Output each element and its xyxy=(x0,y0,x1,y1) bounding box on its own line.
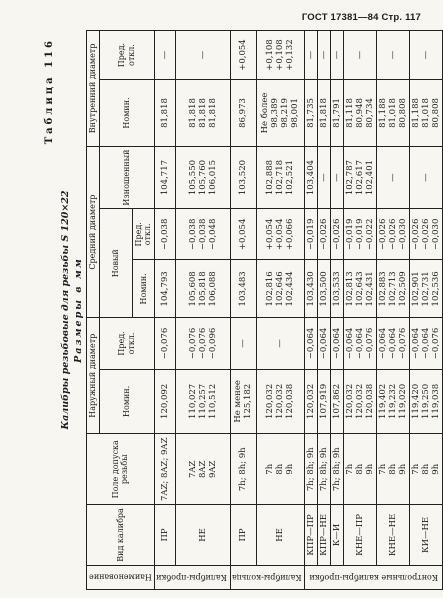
table-row xyxy=(410,31,443,590)
worn-cell: 102,888 102,718 102,521 xyxy=(256,146,305,208)
table-row xyxy=(331,31,344,590)
inner-dev-cell: — xyxy=(305,31,318,80)
outer-dev-cell: −0,064 −0,064 −0,076 xyxy=(344,318,377,369)
inner-nom-cell: 81,818 xyxy=(154,80,175,147)
group-label: Калибры-пробки xyxy=(154,565,230,589)
inner-nom-cell: 81,735 xyxy=(305,80,318,147)
mid-nom-cell: 103,483 xyxy=(230,260,256,318)
field-cell: 7h; 8h; 9h xyxy=(331,434,344,505)
not-less-note: Не менее xyxy=(233,380,244,423)
inner-dev-cell: — xyxy=(318,31,331,80)
mid-nom-cell: 103,500 xyxy=(318,260,331,318)
field-cell: 7h 8h 9h xyxy=(344,434,377,505)
mid-nom-cell: 102,901 102,731 102,536 xyxy=(410,260,443,318)
outer-nom-cell: 120,032 xyxy=(305,369,318,434)
mid-dev-cell: −0,038 −0,038 −0,048 xyxy=(176,209,230,260)
mid-dev-cell: −0,019 xyxy=(305,209,318,260)
group-label: Калибры-кольца xyxy=(230,565,305,589)
outer-nom-header: Номин. xyxy=(99,369,154,434)
outer-nom-cell: 107,919 xyxy=(318,369,331,434)
mid-dev-cell: +0,054 xyxy=(230,209,256,260)
inner-dev-cell: +0,054 xyxy=(230,31,256,80)
col-type-header: Вид калибра xyxy=(87,505,155,565)
table-row xyxy=(176,31,230,590)
inner-nom-cell xyxy=(256,80,305,147)
mid-nom-cell: 102,813 102,643 102,431 xyxy=(344,260,377,318)
table-row xyxy=(344,31,377,590)
worn-cell: 103,520 xyxy=(230,146,256,208)
outer-dev-cell: −0,064 −0,064 −0,076 xyxy=(410,318,443,369)
worn-cell: — xyxy=(410,146,443,208)
col-middle-header: Средний диаметр xyxy=(87,146,100,317)
worn-cell: 104,717 xyxy=(154,146,175,208)
mid-dev-cell: −0,026 −0,026 −0,030 xyxy=(377,209,410,260)
outer-nom-cell: 119,402 119,232 119,020 xyxy=(377,369,410,434)
type-cell: ПР xyxy=(230,505,256,565)
mid-nom-cell: 103,430 xyxy=(305,260,318,318)
inner-nom-cell: 81,818 xyxy=(318,80,331,147)
type-cell: КПР—ПР xyxy=(305,505,318,565)
mid-dev-cell: −0,026 xyxy=(331,209,344,260)
inner-nom-cell: 86,973 xyxy=(230,80,256,147)
field-cell: 7h; 8h; 9h xyxy=(318,434,331,505)
inner-dev-cell: — xyxy=(176,31,230,80)
gauge-table xyxy=(86,30,443,590)
field-cell: 7h 8h 9h xyxy=(377,434,410,505)
outer-dev-cell: −0,064 xyxy=(331,318,344,369)
field-cell: 7AZ 8AZ 9AZ xyxy=(176,434,230,505)
type-cell: НЕ xyxy=(176,505,230,565)
outer-dev-cell: −0,064 xyxy=(305,318,318,369)
middle-new-header: Новый xyxy=(99,209,132,318)
outer-dev-cell: — xyxy=(256,318,305,369)
inner-dev-header: Пред. откл. xyxy=(99,31,154,80)
type-cell: КПР—НЕ xyxy=(318,505,331,565)
rotated-table-block xyxy=(44,30,442,590)
outer-dev-cell: — xyxy=(230,318,256,369)
outer-nom-cell: 120,032 120,032 120,038 xyxy=(344,369,377,434)
field-cell: 7h 8h 9h xyxy=(410,434,443,505)
inner-dev-cell: — xyxy=(410,31,443,80)
middle-dev-header: Пред. откл. xyxy=(132,209,154,260)
outer-nom-cell: 120,092 xyxy=(154,369,175,434)
outer-dev-cell: −0,064 xyxy=(318,318,331,369)
inner-dev-cell: +0,108 +0,108 +0,132 xyxy=(256,31,305,80)
inner-nom-cell: 81,818 81,818 81,818 xyxy=(176,80,230,147)
inner-nom-value: 98,389 98,219 98,001 xyxy=(270,98,301,128)
table-row xyxy=(256,31,305,590)
page-header: ГОСТ 17381—84 Стр. 117 xyxy=(301,12,421,23)
col-inner-header: Внутренний диаметр xyxy=(87,31,100,147)
inner-dev-cell: — xyxy=(331,31,344,80)
outer-dev-header: Пред. откл. xyxy=(99,318,154,369)
table-row xyxy=(305,31,318,590)
inner-dev-cell: — xyxy=(154,31,175,80)
outer-nom-cell: 119,420 119,250 119,038 xyxy=(410,369,443,434)
table-row xyxy=(230,31,256,590)
col-group-header: Наименование xyxy=(87,565,155,589)
mid-dev-cell: −0,026 −0,026 −0,030 xyxy=(410,209,443,260)
mid-dev-cell: −0,026 xyxy=(318,209,331,260)
worn-cell: 105,550 105,760 106,015 xyxy=(176,146,230,208)
type-cell: КИ—НЕ xyxy=(410,505,443,565)
outer-nom-value: 125,182 xyxy=(243,383,254,419)
mid-nom-cell: 103,533 xyxy=(331,260,344,318)
inner-nom-cell: 81,188 81,018 80,808 xyxy=(377,80,410,147)
field-cell: 7AZ; 8AZ; 9AZ xyxy=(154,434,175,505)
outer-dev-cell: −0,064 −0,064 −0,076 xyxy=(377,318,410,369)
inner-dev-cell: — xyxy=(377,31,410,80)
outer-dev-cell: −0,076 −0,076 −0,096 xyxy=(176,318,230,369)
outer-dev-cell: −0,076 xyxy=(154,318,175,369)
table-label: Таблица 116 xyxy=(44,38,55,145)
mid-dev-cell: +0,054 +0,054 +0,066 xyxy=(256,209,305,260)
field-cell: 7h 8h 9h xyxy=(256,434,305,505)
inner-nom-header: Номин. xyxy=(99,80,154,147)
middle-nom-header: Номин. xyxy=(132,260,154,318)
table-title: Калибры резьбовые для резьбы S 120×22 xyxy=(60,190,71,430)
type-cell: НЕ xyxy=(256,505,305,565)
mid-nom-cell: 102,883 102,713 102,509 xyxy=(377,260,410,318)
middle-worn-header: Изношенный xyxy=(99,146,154,208)
field-cell: 7h; 8h; 9h xyxy=(305,434,318,505)
mid-dev-cell: −0,019 −0,019 −0,022 xyxy=(344,209,377,260)
inner-nom-cell: 81,791 xyxy=(331,80,344,147)
col-outer-header: Наружный диаметр xyxy=(87,318,100,434)
table-row xyxy=(318,31,331,590)
outer-nom-cell: 120,032 120,032 120,038 xyxy=(256,369,305,434)
worn-cell: — xyxy=(377,146,410,208)
outer-nom-cell xyxy=(230,369,256,434)
type-cell: ПР xyxy=(154,505,175,565)
field-cell: 7h; 8h; 9h xyxy=(230,434,256,505)
outer-nom-cell: 107,862 xyxy=(331,369,344,434)
inner-dev-cell: — xyxy=(344,31,377,80)
mid-nom-cell: 104,793 xyxy=(154,260,175,318)
mid-nom-cell: 105,608 105,818 106,088 xyxy=(176,260,230,318)
table-row xyxy=(154,31,175,590)
group-label: Контрольные калибры-пробки xyxy=(305,565,443,589)
type-cell: КНЕ—НЕ xyxy=(377,505,410,565)
worn-cell: 102,787 102,617 102,401 xyxy=(344,146,377,208)
col-field-header: Поле допуска резьбы xyxy=(87,434,155,505)
mid-dev-cell: −0,038 xyxy=(154,209,175,260)
worn-cell: — xyxy=(318,146,331,208)
outer-nom-cell: 110,027 110,257 110,512 xyxy=(176,369,230,434)
type-cell: К—И xyxy=(331,505,344,565)
table-units: Размеры в мм xyxy=(73,257,84,363)
inner-nom-cell: 81,118 80,948 80,734 xyxy=(344,80,377,147)
type-cell: КНЕ—ПР xyxy=(344,505,377,565)
worn-cell: — xyxy=(331,146,344,208)
table-row xyxy=(377,31,410,590)
inner-nom-cell: 81,188 81,018 80,808 xyxy=(410,80,443,147)
mid-nom-cell: 102,816 102,646 102,434 xyxy=(256,260,305,318)
worn-cell: 103,404 xyxy=(305,146,318,208)
not-more-note: Не более xyxy=(260,92,271,134)
